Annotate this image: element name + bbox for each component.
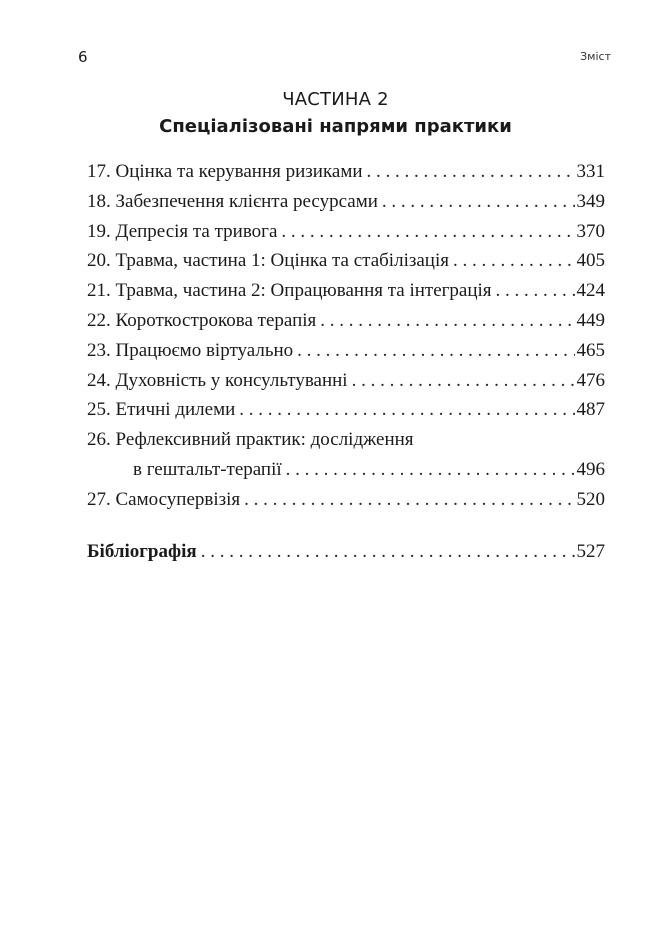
page-ref: 424: [576, 280, 605, 302]
toc-entry[interactable]: [87, 398, 605, 428]
chapter-title: Забезпечення клієнта ресурсами: [115, 190, 378, 212]
page-ref: 520: [576, 488, 605, 510]
dot-leader: [453, 249, 575, 273]
chapter-title: Працюємо віртуально: [115, 339, 294, 361]
chapter-number: 27.: [87, 488, 111, 510]
chapter-number: 26.: [87, 429, 111, 451]
chapter-title: Травма, частина 2: Опрацювання та інтеграція: [115, 280, 492, 302]
chapter-number: 25.: [87, 399, 111, 421]
table-of-contents: [87, 160, 605, 569]
page-ref: 527: [576, 540, 605, 562]
toc-entry-bibliography[interactable]: [87, 540, 605, 570]
dot-leader: [320, 309, 574, 333]
toc-entry[interactable]: [87, 488, 605, 518]
page-ref: 370: [576, 220, 605, 242]
page-number: 6: [78, 48, 88, 66]
page-ref: 487: [576, 399, 605, 421]
dot-leader: [286, 458, 575, 482]
chapter-number: 23.: [87, 339, 111, 361]
page-ref: 449: [576, 309, 605, 331]
page-ref: 349: [576, 190, 605, 212]
dot-leader: [244, 488, 574, 512]
page-ref: 331: [576, 161, 605, 182]
toc-entry[interactable]: [87, 249, 605, 279]
chapter-number: 18.: [87, 190, 111, 212]
dot-leader: [352, 369, 575, 393]
chapter-number: 19.: [87, 220, 111, 242]
part-label: ЧАСТИНА 2: [282, 89, 389, 110]
toc-entry[interactable]: [87, 428, 605, 488]
page-ref: 465: [576, 339, 605, 361]
chapter-number: 24.: [87, 369, 111, 391]
chapter-number: 21.: [87, 280, 111, 302]
chapter-number: 17.: [87, 161, 111, 182]
chapter-title: Самосупервізія: [115, 488, 241, 510]
page-ref: 476: [576, 369, 605, 391]
bibliography-title: Бібліографія: [87, 540, 197, 562]
toc-entry[interactable]: [87, 160, 605, 190]
toc-entry[interactable]: [87, 279, 605, 309]
chapter-title: Травма, частина 1: Оцінка та стабілізація: [115, 250, 449, 272]
chapter-title: Рефлексивний практик: дослідження: [115, 429, 414, 451]
part-title: Спеціалізовані напрями практики: [159, 116, 512, 137]
chapter-title: Духовність у консультуванні: [115, 369, 348, 391]
dot-leader: [496, 279, 575, 303]
running-head: [78, 48, 611, 68]
dot-leader: [382, 190, 575, 214]
dot-leader: [201, 540, 575, 564]
chapter-title: Короткострокова терапія: [115, 309, 317, 331]
dot-leader: [297, 339, 574, 363]
chapter-title: Етичні дилеми: [115, 399, 236, 421]
page-ref: 405: [576, 250, 605, 272]
dot-leader: [239, 398, 574, 422]
dot-leader: [281, 220, 574, 244]
chapter-number: 20.: [87, 250, 111, 272]
chapter-title-continued: в гештальт-терапії: [133, 458, 282, 480]
dot-leader: [367, 160, 575, 184]
toc-entry[interactable]: [87, 309, 605, 339]
running-head-section: Зміст: [580, 50, 611, 63]
toc-entry[interactable]: [87, 369, 605, 399]
toc-entry[interactable]: [87, 339, 605, 369]
toc-entry[interactable]: [87, 220, 605, 250]
chapter-title: Депресія та тривога: [115, 220, 278, 242]
page-ref: 496: [576, 458, 605, 480]
chapter-number: 22.: [87, 309, 111, 331]
chapter-title: Оцінка та керування ризиками: [115, 161, 363, 182]
toc-entry[interactable]: [87, 190, 605, 220]
